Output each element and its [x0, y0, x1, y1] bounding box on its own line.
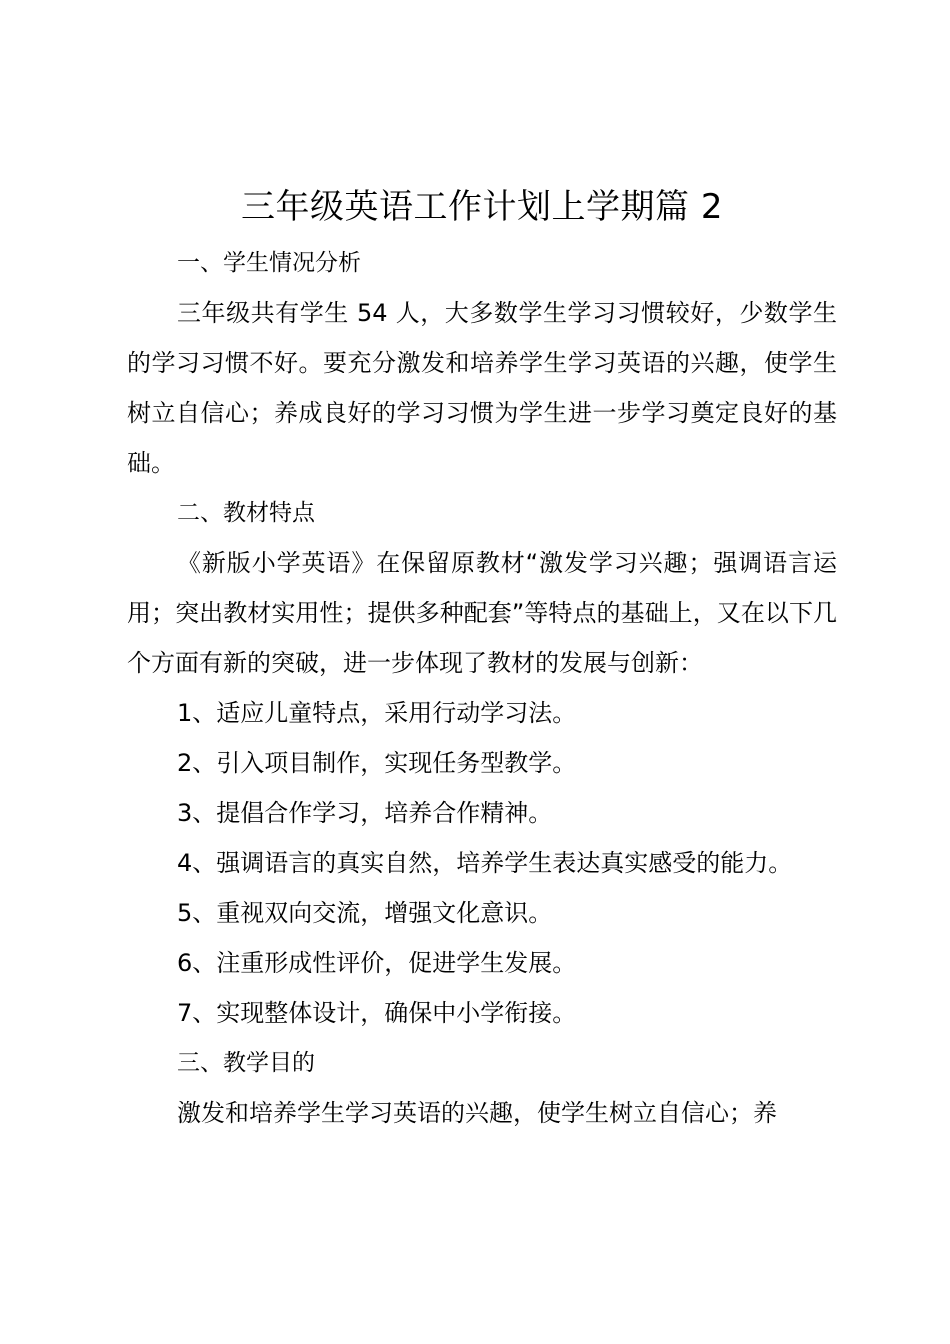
paragraph-student-analysis: 三年级共有学生 54 人，大多数学生学习习惯较好，少数学生的学习习惯不好。要充分激发和培养学生学习英语的兴趣，使学生树立自信心；养成良好的学习习惯为学生进一步学习奠定良好的基础。	[127, 299, 837, 477]
paragraph-teaching-goals: 激发和培养学生学习英语的兴趣，使学生树立自信心；养	[177, 1099, 777, 1127]
list-item: 2、引入项目制作，实现任务型教学。	[177, 749, 577, 777]
section-heading-teaching-goals: 三、教学目的	[177, 1050, 315, 1076]
list-item: 1、适应儿童特点，采用行动学习法。	[177, 699, 577, 727]
section-heading-student-analysis: 一、学生情况分析	[177, 250, 361, 276]
list-item: 3、提倡合作学习，培养合作精神。	[177, 799, 553, 827]
paragraph-textbook-features: 《新版小学英语》在保留原教材“激发学习兴趣；强调语言运用；突出教材实用性；提供多种配套”等特点的基础上，又在以下几个方面有新的突破，进一步体现了教材的发展与创新：	[127, 549, 837, 677]
list-item: 7、实现整体设计，确保中小学衔接。	[177, 999, 577, 1027]
document-page	[127, 180, 837, 1138]
list-item: 4、强调语言的真实自然，培养学生表达真实感受的能力。	[177, 849, 793, 877]
list-item: 6、注重形成性评价，促进学生发展。	[177, 949, 577, 977]
list-item: 5、重视双向交流，增强文化意识。	[177, 899, 553, 927]
document-title: 三年级英语工作计划上学期篇 2	[241, 187, 723, 227]
section-heading-textbook-features: 二、教材特点	[177, 500, 315, 526]
